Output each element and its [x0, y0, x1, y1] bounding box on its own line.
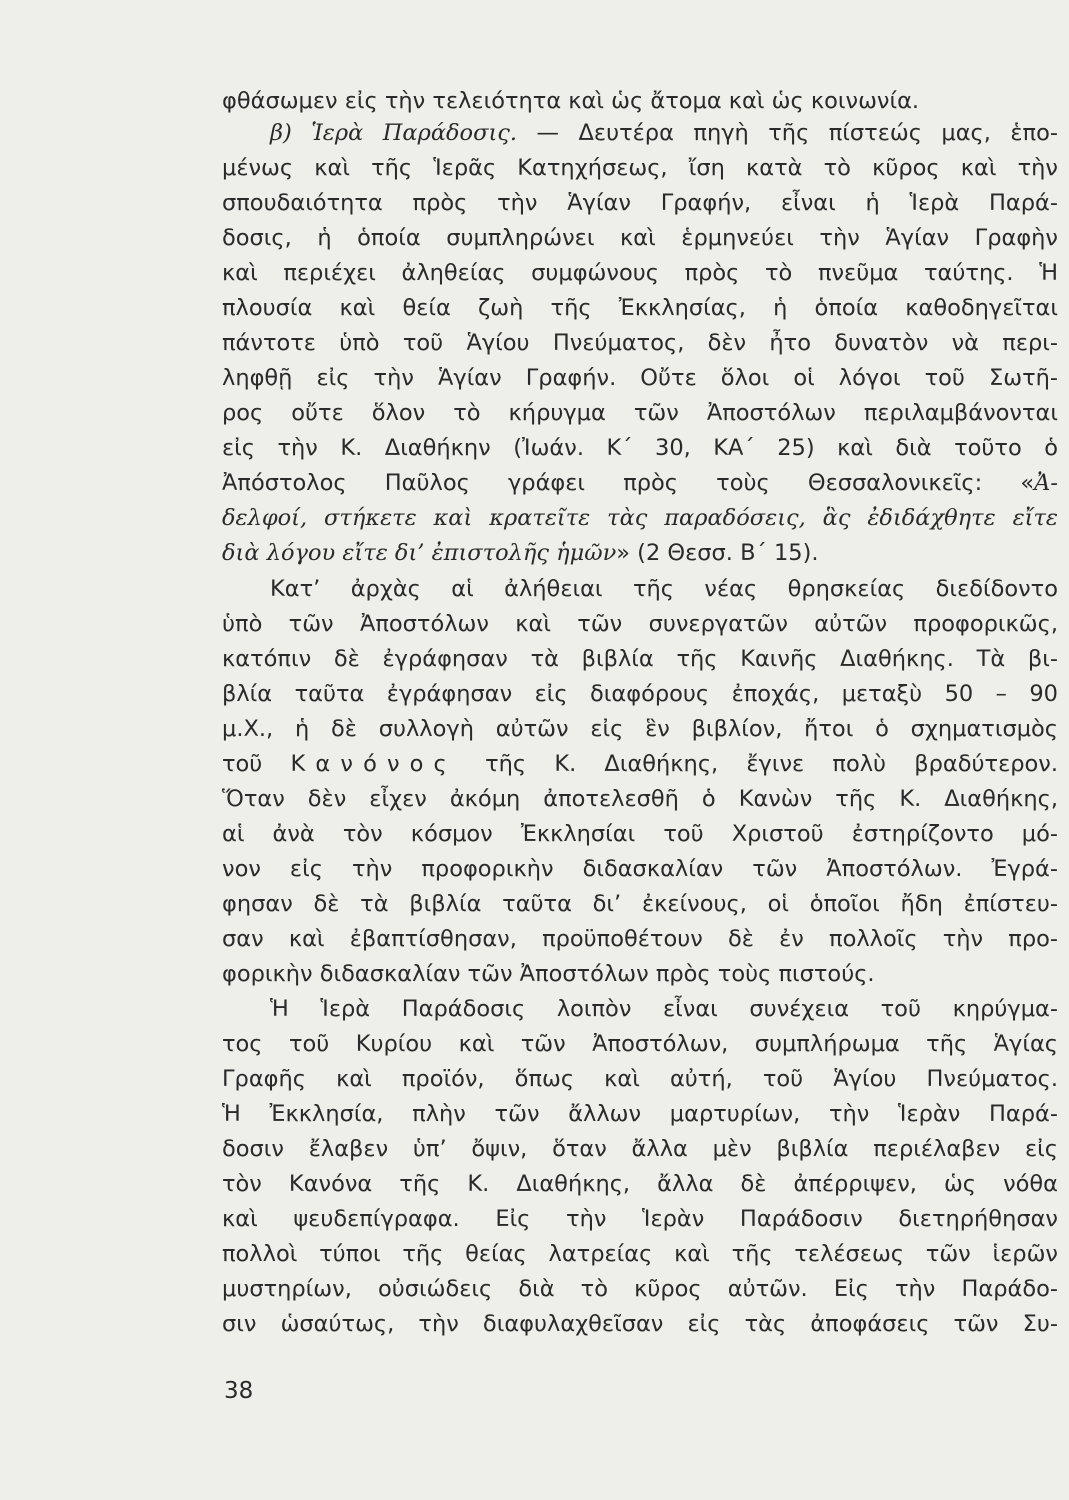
- line-text: νον εἰς τὴν προφορικὴν διδασκαλίαν τῶν Ἀποστόλων. Ἐγρά-: [222, 856, 1058, 882]
- line-text: αἱ ἀνὰ τὸν κόσμον Ἐκκλησίαι τοῦ Χριστοῦ ἐστηρίζοντο μό-: [222, 821, 1058, 847]
- text-line: [222, 1173, 1058, 1196]
- line-text: σπουδαιότητα πρὸς τὴν Ἁγίαν Γραφήν, εἶναι ἡ Ἱερὰ Παρά-: [222, 190, 1058, 216]
- line-text: μυστηρίων, οὐσιώδεις διὰ τὸ κῦρος αὐτῶν. Εἰς τὴν Παράδο-: [222, 1276, 1058, 1302]
- line-text: δοσις, ἡ ὁποία συμπληρώνει καὶ ἑρμηνεύει τὴν Ἁγίαν Γραφὴν: [222, 225, 1058, 251]
- text-line: [222, 1243, 1058, 1266]
- text-line: [222, 192, 1058, 215]
- text-line: [222, 1208, 1058, 1231]
- text-line: [222, 963, 1058, 986]
- text-line: [270, 998, 1058, 1021]
- line-text: πάντοτε ὑπὸ τοῦ Ἁγίου Πνεύματος, δὲν ἦτο δυνατὸν νὰ περι-: [222, 330, 1058, 356]
- line-text: φθάσωμεν εἰς τὴν τελειότητα καὶ ὡς ἄτομα καὶ ὡς κοινωνία.: [222, 88, 920, 114]
- line-text: Ἀπόστολος Παῦλος γράφει πρὸς τοὺς Θεσσαλονικεῖς: «: [222, 470, 1035, 496]
- text-line: [222, 1278, 1058, 1301]
- text-line: [270, 578, 1058, 601]
- italic-text: διὰ λόγου εἴτε δι’ ἐπιστολῆς ἡμῶν: [222, 540, 617, 566]
- text-line: [222, 1313, 1058, 1336]
- line-text: πολλοὶ τύποι τῆς θείας λατρείας καὶ τῆς τελέσεως τῶν ἱερῶν: [222, 1241, 1058, 1267]
- line-text: τῆς Κ. Διαθήκης, ἔγινε πολὺ βραδύτερον.: [456, 751, 1058, 777]
- line-text: Γραφῆς καὶ προϊόν, ὅπως καὶ αὐτή, τοῦ Ἁγίου Πνεύματος.: [222, 1066, 1058, 1092]
- text-line: [222, 402, 1058, 425]
- line-text: τος τοῦ Κυρίου καὶ τῶν Ἀποστόλων, συμπλήρωμα τῆς Ἁγίας: [222, 1031, 1058, 1057]
- line-text: φορικὴν διδασκαλίαν τῶν Ἀποστόλων πρὸς τοὺς πιστούς.: [222, 961, 875, 987]
- line-text: πλουσία καὶ θεία ζωὴ τῆς Ἐκκλησίας, ἡ ὁποία καθοδηγεῖται: [222, 295, 1058, 321]
- line-text: κατόπιν δὲ ἐγράφησαν τὰ βιβλία τῆς Καινῆς Διαθήκης. Τὰ βι-: [222, 646, 1058, 672]
- text-line: [222, 683, 1058, 706]
- italic-text: δελφοί, στήκετε καὶ κρατεῖτε τὰς παραδόσεις, ἃς ἐδιδάχθητε εἴτε: [222, 505, 1058, 531]
- line-text: σιν ὡσαύτως, τὴν διαφυλαχθεῖσαν εἰς τὰς ἀποφάσεις τῶν Συ-: [222, 1311, 1058, 1337]
- line-text: εἰς τὴν Κ. Διαθήκην (Ἰωάν. Κ΄ 30, ΚΑ΄ 25) καὶ διὰ τοῦτο ὁ: [222, 435, 1058, 461]
- text-line: [222, 90, 1058, 113]
- text-line: [222, 718, 1058, 741]
- text-line: [222, 648, 1058, 671]
- line-text: τὸν Κανόνα τῆς Κ. Διαθήκης, ἄλλα δὲ ἀπέρριψεν, ὡς νόθα: [222, 1171, 1058, 1197]
- line-text: βλία ταῦτα ἐγράφησαν εἰς διαφόρους ἐποχάς, μεταξὺ 50 – 90: [222, 681, 1058, 707]
- text-line: [222, 1138, 1058, 1161]
- line-text: Ἡ Ἱερὰ Παράδοσις λοιπὸν εἶναι συνέχεια τοῦ κηρύγμα-: [270, 996, 1058, 1022]
- text-line: [222, 1068, 1058, 1091]
- text-line: [222, 227, 1058, 250]
- line-text: φησαν δὲ τὰ βιβλία ταῦτα δι’ ἐκείνους, οἱ ὁποῖοι ἤδη ἐπίστευ-: [222, 891, 1058, 917]
- line-text: Ὅταν δὲν εἶχεν ἀκόμη ἀποτελεσθῆ ὁ Κανὼν τῆς Κ. Διαθήκης,: [222, 786, 1058, 812]
- text-line: [222, 472, 1058, 495]
- text-line: [222, 437, 1058, 460]
- line-text: μ.Χ., ἡ δὲ συλλογὴ αὐτῶν εἰς ἓν βιβλίον, ἤτοι ὁ σχηματισμὸς: [222, 716, 1058, 742]
- text-line: [270, 122, 1058, 145]
- text-line: [222, 542, 1058, 565]
- line-text: Κατ’ ἀρχὰς αἱ ἀλήθειαι τῆς νέας θρησκείας διεδίδοντο: [270, 576, 1058, 602]
- text-line: [222, 297, 1058, 320]
- line-text: ρος οὔτε ὅλον τὸ κήρυγμα τῶν Ἀποστόλων περιλαμβάνονται: [222, 400, 1058, 426]
- text-line: [222, 1103, 1058, 1126]
- text-line: [222, 613, 1058, 636]
- line-text: » (2 Θεσσ. Β΄ 15).: [616, 540, 819, 566]
- text-line: [222, 858, 1058, 881]
- text-line: [222, 753, 1058, 776]
- line-text: καὶ περιέχει ἀληθείας συμφώνους πρὸς τὸ πνεῦμα ταύτης. Ἡ: [222, 260, 1058, 286]
- italic-text: β) Ἱερὰ Παράδοσις.: [270, 120, 518, 146]
- line-text: Ἡ Ἐκκλησία, πλὴν τῶν ἄλλων μαρτυρίων, τὴν Ἱερὰν Παρά-: [222, 1101, 1058, 1127]
- text-line: [222, 367, 1058, 390]
- line-text: μένως καὶ τῆς Ἱερᾶς Κατηχήσεως, ἴση κατὰ τὸ κῦρος καὶ τὴν: [222, 155, 1058, 181]
- text-line: [222, 157, 1058, 180]
- line-text: — Δευτέρα πηγὴ τῆς πίστεώς μας, ἑπο-: [517, 120, 1058, 146]
- text-line: [222, 507, 1058, 530]
- text-line: [222, 332, 1058, 355]
- text-line: [222, 1033, 1058, 1056]
- line-text: καὶ ψευδεπίγραφα. Εἰς τὴν Ἱερὰν Παράδοσιν διετηρήθησαν: [222, 1206, 1058, 1232]
- page-number: 38: [224, 1378, 254, 1404]
- text-line: [222, 262, 1058, 285]
- text-line: [222, 788, 1058, 811]
- text-line: [222, 893, 1058, 916]
- text-line: [222, 823, 1058, 846]
- line-text: δοσιν ἔλαβεν ὑπ’ ὄψιν, ὅταν ἄλλα μὲν βιβλία περιέλαβεν εἰς: [222, 1136, 1058, 1162]
- spaced-term: Κανόνος: [290, 751, 457, 777]
- line-text: σαν καὶ ἐβαπτίσθησαν, προϋποθέτουν δὲ ἐν πολλοῖς τὴν προ-: [222, 926, 1058, 952]
- line-text: ὑπὸ τῶν Ἀποστόλων καὶ τῶν συνεργατῶν αὐτῶν προφορικῶς,: [222, 611, 1058, 637]
- line-text: τοῦ: [222, 751, 291, 777]
- text-line: [222, 928, 1058, 951]
- line-text: ληφθῇ εἰς τὴν Ἁγίαν Γραφήν. Οὔτε ὅλοι οἱ λόγοι τοῦ Σωτῆ-: [222, 365, 1058, 391]
- italic-text: Ἀ-: [1034, 470, 1058, 496]
